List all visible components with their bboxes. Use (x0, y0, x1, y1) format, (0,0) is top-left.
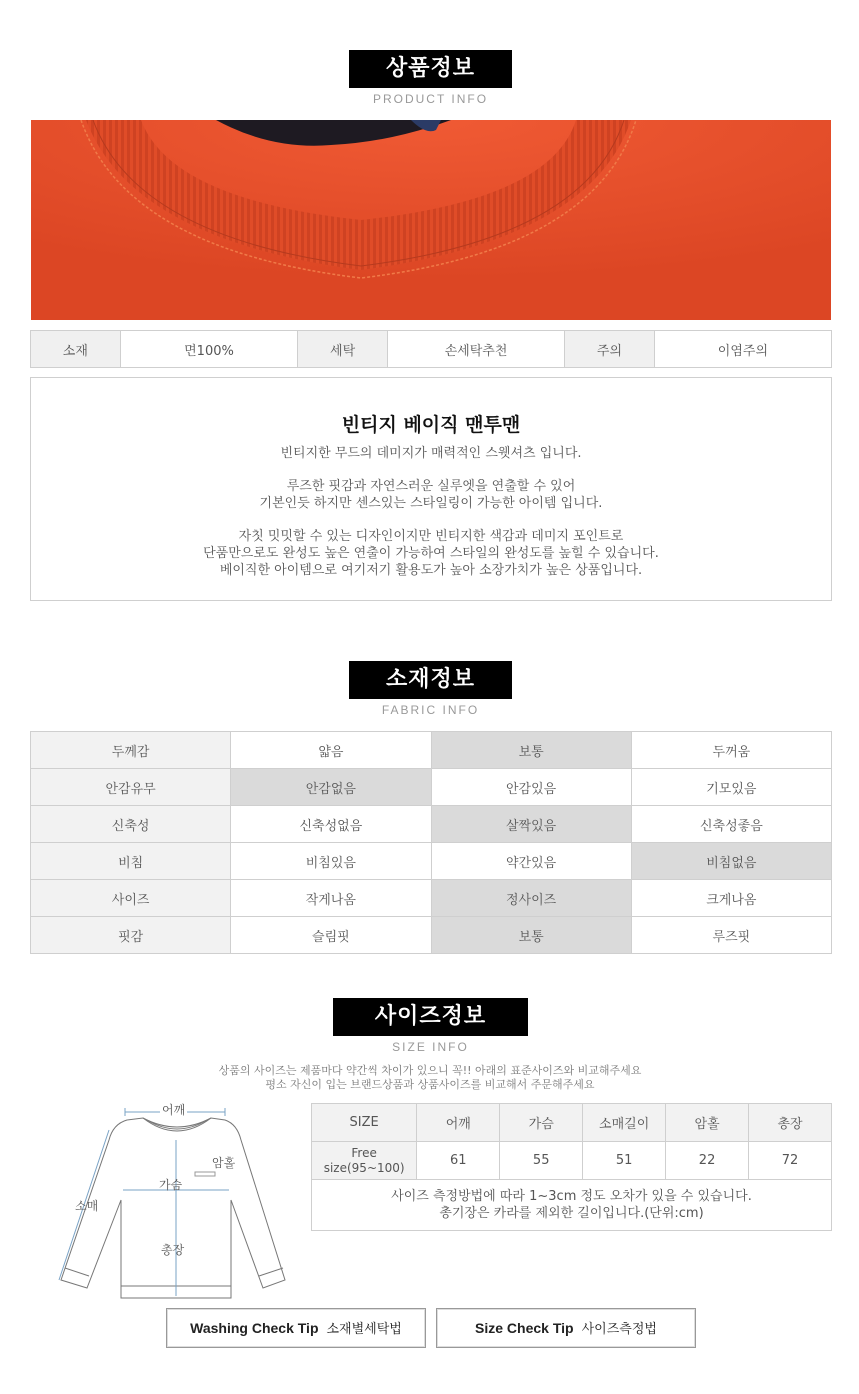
size-tip-en: Size Check Tip (475, 1320, 574, 1336)
diagram-label-shoulder: 어깨 (162, 1103, 186, 1117)
description-paragraph-3 (31, 528, 831, 579)
size-col-header: SIZE (312, 1104, 417, 1142)
spec-value-caution: 이염주의 (654, 331, 831, 368)
size-value-sleeve: 51 (583, 1142, 666, 1180)
fabric-row (31, 843, 832, 880)
product-description (30, 377, 832, 601)
fabric-option: 작게나옴 (231, 880, 431, 917)
size-row-label-line2: size(95~100) (323, 1160, 405, 1175)
diagram-label-length: 총장 (161, 1243, 185, 1257)
description-line: 자칫 밋밋할 수 있는 디자인이지만 빈티지한 색감과 데미지 포인트로 (238, 529, 624, 544)
description-line: 베이직한 아이템으로 여기저기 활용도가 높아 소장가치가 높은 상품입니다. (219, 563, 643, 578)
diagram-label-sleeve: 소매 (75, 1199, 99, 1213)
washing-tip-ko: 소재별세탁법 (326, 1322, 402, 1337)
size-notice-2: 평소 자신이 입는 브랜드상품과 상품사이즈를 비교해서 주문해주세요 (265, 1078, 595, 1091)
spec-table (30, 330, 832, 368)
size-value-shoulder: 61 (417, 1142, 500, 1180)
spec-value-washing: 손세탁추천 (387, 331, 564, 368)
size-row-label (312, 1142, 417, 1180)
spec-value-material: 면100% (120, 331, 298, 368)
fabric-row (31, 917, 832, 954)
fabric-info-title: 소재정보 (349, 661, 512, 699)
size-col-header: 어깨 (417, 1104, 500, 1142)
fabric-option: 크게나옴 (631, 880, 831, 917)
fabric-option-selected: 정사이즈 (431, 880, 631, 917)
description-paragraph-2 (31, 478, 831, 512)
size-col-header: 가슴 (500, 1104, 583, 1142)
fabric-row-label: 신축성 (31, 806, 231, 843)
sweatshirt-collar-illustration (31, 120, 831, 320)
fabric-row-label: 핏감 (31, 917, 231, 954)
fabric-option: 루즈핏 (631, 917, 831, 954)
product-info-title: 상품정보 (349, 50, 512, 88)
fabric-option: 슬림핏 (231, 917, 431, 954)
fabric-option-selected: 보통 (431, 917, 631, 954)
fabric-row-label: 두께감 (31, 732, 231, 769)
diagram-label-armhole: 암홀 (212, 1156, 236, 1170)
fabric-option: 비침있음 (231, 843, 431, 880)
size-note-line1: 사이즈 측정방법에 따라 1~3cm 정도 오차가 있을 수 있습니다. (391, 1189, 752, 1204)
fabric-option: 약간있음 (431, 843, 631, 880)
size-row-label-line1: Free (351, 1145, 377, 1160)
spec-row (31, 331, 832, 368)
fabric-row (31, 880, 832, 917)
fabric-option: 얇음 (231, 732, 431, 769)
fabric-info-subtitle: FABRIC INFO (381, 703, 480, 717)
spec-label-material: 소재 (31, 331, 121, 368)
size-value-armhole: 22 (666, 1142, 749, 1180)
size-table-note (312, 1180, 832, 1231)
description-paragraph-1 (31, 445, 831, 462)
size-table-row (312, 1142, 832, 1180)
fabric-row (31, 732, 832, 769)
fabric-option: 신축성좋음 (631, 806, 831, 843)
size-table (311, 1103, 832, 1231)
size-value-chest: 55 (500, 1142, 583, 1180)
fabric-option: 신축성없음 (231, 806, 431, 843)
size-check-tip-button[interactable] (436, 1308, 696, 1348)
size-table-note-row (312, 1180, 832, 1231)
description-line: 루즈한 핏감과 자연스러운 실루엣을 연출할 수 있어 (286, 479, 576, 494)
fabric-row-label: 사이즈 (31, 880, 231, 917)
washing-tip-en: Washing Check Tip (190, 1320, 319, 1336)
fabric-option: 안감있음 (431, 769, 631, 806)
fabric-option-selected: 살짝있음 (431, 806, 631, 843)
size-tip-ko: 사이즈측정법 (581, 1322, 657, 1337)
fabric-option-selected: 안감없음 (231, 769, 431, 806)
product-photo (31, 120, 831, 320)
size-info-subtitle: SIZE INFO (392, 1040, 469, 1054)
fabric-row-label: 비침 (31, 843, 231, 880)
fabric-row (31, 806, 832, 843)
size-col-header: 총장 (749, 1104, 832, 1142)
description-line: 기본인듯 하지만 센스있는 스타일링이 가능한 아이템 입니다. (259, 496, 603, 511)
fabric-table (30, 731, 832, 954)
description-line: 단품만으로도 완성도 높은 연출이 가능하여 스타일의 완성도를 높힐 수 있습니다. (203, 546, 659, 561)
washing-check-tip-button[interactable] (166, 1308, 426, 1348)
fabric-option-selected: 보통 (431, 732, 631, 769)
fabric-row-label: 안감유무 (31, 769, 231, 806)
size-diagram (55, 1100, 295, 1305)
description-heading: 빈티지 베이직 맨투맨 (341, 414, 521, 436)
size-col-header: 암홀 (666, 1104, 749, 1142)
size-notice-1: 상품의 사이즈는 제품마다 약간씩 차이가 있으니 꼭!! 아래의 표준사이즈와 비교해주세요 (218, 1064, 642, 1077)
product-info-subtitle: PRODUCT INFO (372, 92, 489, 106)
size-note-line2: 총기장은 카라를 제외한 길이입니다.(단위:cm) (439, 1206, 704, 1221)
spec-label-washing: 세탁 (298, 331, 388, 368)
description-line: 빈티지한 무드의 데미지가 매력적인 스웻셔츠 입니다. (280, 446, 582, 461)
size-table-header-row (312, 1104, 832, 1142)
size-info-title: 사이즈정보 (333, 998, 528, 1036)
fabric-row (31, 769, 832, 806)
fabric-option: 기모있음 (631, 769, 831, 806)
fabric-option-selected: 비침없음 (631, 843, 831, 880)
diagram-label-chest: 가슴 (159, 1178, 183, 1192)
spec-label-caution: 주의 (565, 331, 655, 368)
size-value-length: 72 (749, 1142, 832, 1180)
size-col-header: 소매길이 (583, 1104, 666, 1142)
fabric-option: 두꺼움 (631, 732, 831, 769)
